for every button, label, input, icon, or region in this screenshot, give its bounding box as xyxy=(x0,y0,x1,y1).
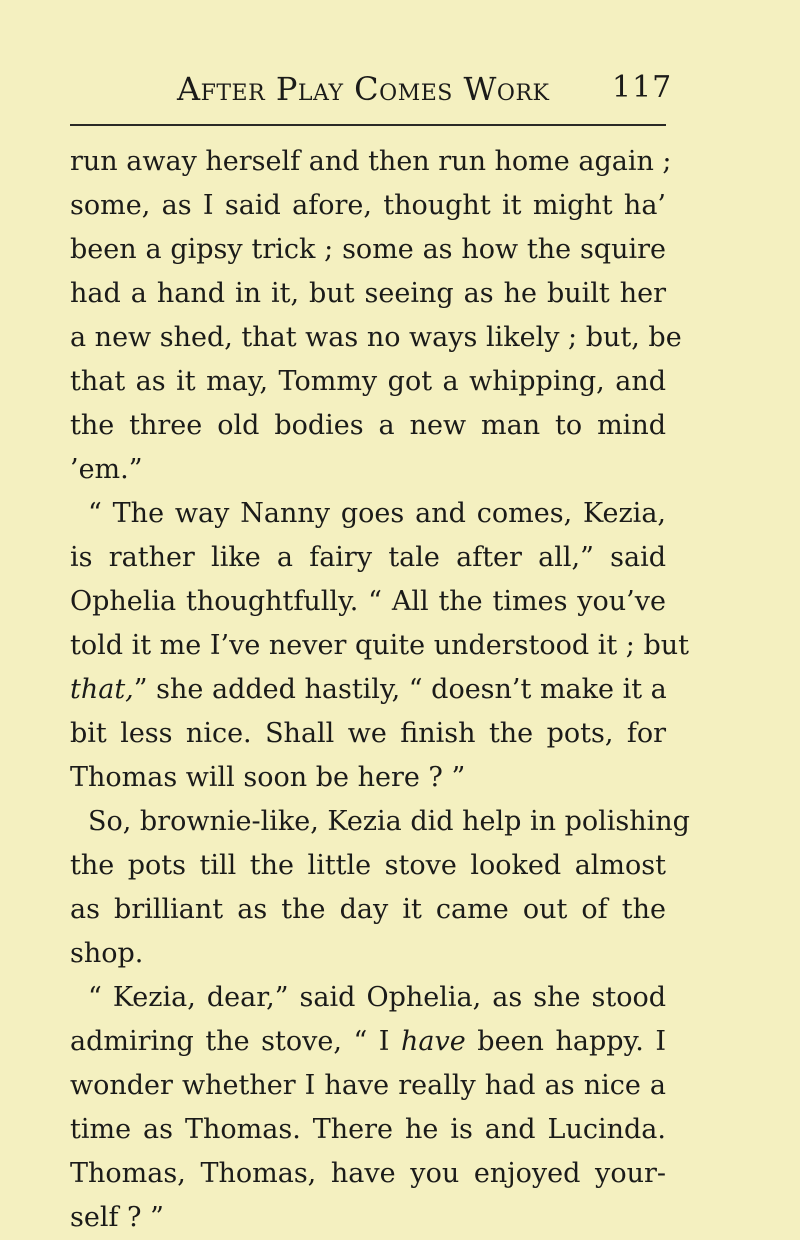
emphasis-text: that, xyxy=(70,674,134,705)
text-line: time as Thomas. There he is and Lucinda. xyxy=(70,1114,666,1145)
text-line: the pots till the little stove looked almost xyxy=(70,850,666,881)
text-line: “ Kezia, dear,” said Ophelia, as she stood xyxy=(88,982,666,1013)
text-line: “ The way Nanny goes and comes, Kezia, xyxy=(88,498,666,529)
text-line: So, brownie-like, Kezia did help in polishing xyxy=(88,806,690,837)
text-line: that as it may, Tommy got a whipping, and xyxy=(70,366,666,397)
text-line: Ophelia thoughtfully. “ All the times you’ve xyxy=(70,586,666,617)
text-line: self ? ” xyxy=(70,1202,164,1233)
emphasis-text: have xyxy=(401,1026,466,1057)
text-line xyxy=(70,1020,666,1064)
text-line xyxy=(70,668,666,712)
text-span: been happy. I xyxy=(477,1026,666,1057)
text-line: a new shed, that was no ways likely ; but, be xyxy=(70,322,682,353)
text-line: bit less nice. Shall we finish the pots, for xyxy=(70,718,666,749)
text-line: some, as I said afore, thought it might ha’ xyxy=(70,190,666,221)
text-line: ’em.” xyxy=(70,454,143,485)
text-line: the three old bodies a new man to mind xyxy=(70,410,666,441)
text-line: shop. xyxy=(70,938,144,969)
text-span: ” she added hastily, “ doesn’t make it a xyxy=(133,674,667,705)
text-line: wonder whether I have really had as nice a xyxy=(70,1070,666,1101)
text-line: as brilliant as the day it came out of the xyxy=(70,894,666,925)
body-text xyxy=(70,140,690,1240)
page-number: 117 xyxy=(612,70,673,105)
text-line: been a gipsy trick ; some as how the squire xyxy=(70,234,666,265)
text-line: is rather like a fairy tale after all,” said xyxy=(70,542,666,573)
text-line: had a hand in it, but seeing as he built her xyxy=(70,278,666,309)
header-rule xyxy=(70,124,666,126)
running-header xyxy=(0,70,800,118)
text-line: Thomas will soon be here ? ” xyxy=(70,762,466,793)
text-span: admiring the stove, “ I xyxy=(70,1026,390,1057)
text-line: Thomas, Thomas, have you enjoyed your- xyxy=(70,1158,666,1189)
running-title: After Play Comes Work xyxy=(177,70,550,108)
text-line: run away herself and then run home again ; xyxy=(70,146,672,177)
text-line: told it me I’ve never quite understood it ; but xyxy=(70,630,690,661)
